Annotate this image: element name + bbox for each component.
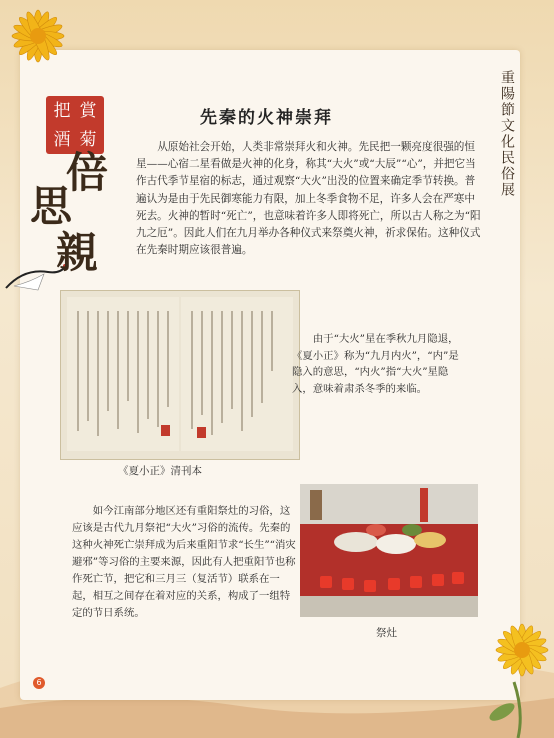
page-number: 6 <box>33 677 45 689</box>
calligraphy-char: 倍 <box>66 148 109 197</box>
article-paragraph: 由于“大火”星在季秋九月隐退，《夏小正》称为“九月内火”，“内”是隐入的意思，“内火”指“大火”星隐入，意味着肃杀冬季的来临。 <box>292 333 459 395</box>
kitchen-offering-photo <box>300 484 478 617</box>
seal-char: 酒 <box>53 129 71 150</box>
chrysanthemum-top-left-image <box>0 0 82 82</box>
calligraphy-char: 親 <box>56 228 99 277</box>
book-left-page <box>67 297 179 451</box>
article-paragraph: 从原始社会开始，人类非常崇拜火和火神。先民把一颗亮度很强的恒星——心宿二星看做是火神的化身，称其“大火”或“大辰”“心”，并把它当作古代季节星宿的标志，通过观察“大火”出没的位置来确定季节转换。普遍认为是由于先民御寒能力有限，加上冬季食物不足，许多人会在严寒中死去。火神的暂时“死亡”，也意味着许多人即将死亡，所以古人称之为“阳九之厄”。因此人们在九月举办各种仪式来祭奠火神，祈求保佑。这种仪式在先秦时期应该很普遍。 <box>136 141 481 257</box>
seal-char: 菊 <box>79 129 97 150</box>
series-title: 重陽節文化民俗展 <box>499 70 515 198</box>
xia-xiao-zheng-book-image <box>60 290 300 460</box>
book-caption: 《夏小正》清刊本 <box>118 465 202 477</box>
seal-char: 賞 <box>79 100 97 121</box>
seal-char: 把 <box>53 100 71 121</box>
chrysanthemum-bottom-right-image <box>484 612 554 738</box>
article-title: 先秦的火神崇拜 <box>200 108 333 128</box>
book-right-page <box>181 297 293 451</box>
article-paragraph: 如今江南部分地区还有重阳祭灶的习俗，这应该是古代九月祭祀“大火”习俗的流传。先秦的这种火神死亡崇拜成为后来重阳节求“长生”“消灾避邪”等习俗的主要来源，因此有人把重阳节也称作死亡节，把它和三月三（复活节）联系在一起，相互之间存在着对应的关系，构成了一组特定的节日系统。 <box>72 505 296 619</box>
photo-caption: 祭灶 <box>376 627 397 639</box>
calligraphy-char: 思 <box>30 182 73 231</box>
